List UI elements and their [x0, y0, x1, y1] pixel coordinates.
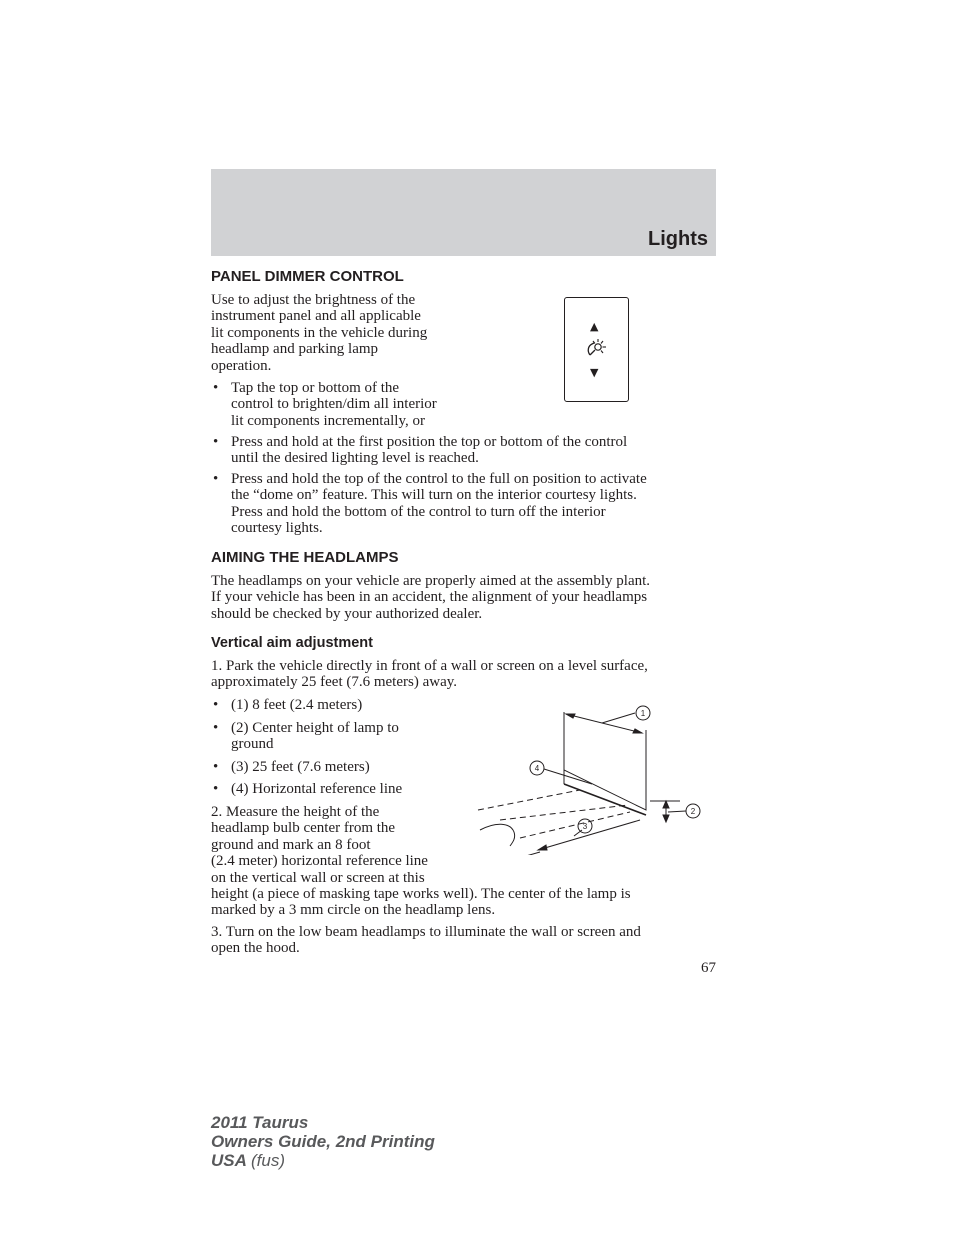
text-line: 2. Measure the height of the — [211, 804, 380, 820]
text-line: instrument panel and all applicable — [211, 308, 421, 325]
text-line: marked by a 3 mm circle on the headlamp lens. — [211, 902, 496, 919]
text-line: lit components in the vehicle during — [211, 324, 428, 341]
text-line: headlamp bulb center from the — [211, 820, 396, 837]
bullet-dot: • — [213, 781, 219, 797]
text-line: The headlamps on your vehicle are properly aimed at the assembly plant. — [211, 573, 651, 589]
headlamp-aim-diagram — [476, 700, 706, 855]
section-header-band — [211, 169, 716, 256]
footer-line: 2011 Taurus — [211, 1113, 309, 1132]
text-line: ground and mark an 8 foot — [211, 836, 371, 853]
text-line: courtesy lights. — [231, 520, 323, 537]
text-line: approximately 25 feet (7.6 meters) away. — [211, 674, 458, 691]
text-line: 3. Turn on the low beam headlamps to illuminate the wall or screen and — [211, 924, 641, 940]
text-line: (2) Center height of lamp to — [231, 720, 399, 736]
footer-region: USA — [211, 1151, 247, 1170]
aiming-heading: AIMING THE HEADLAMPS — [211, 549, 399, 566]
list-item-text — [231, 380, 437, 429]
text-line: the “dome on” feature. This will turn on the interior courtesy lights. — [231, 487, 637, 504]
text-line: 1. Park the vehicle directly in front of a wall or screen on a level surface, — [211, 658, 648, 674]
list-item-text — [231, 434, 627, 467]
list-item-text: (4) Horizontal reference line — [231, 781, 403, 797]
list-item-text: (3) 25 feet (7.6 meters) — [231, 759, 370, 775]
text-line: Press and hold the bottom of the control to turn off the interior — [231, 503, 606, 520]
list-item-text: (1) 8 feet (2.4 meters) — [231, 697, 363, 713]
arrow-down-icon: ▼ — [590, 366, 599, 379]
callout-3-label: 3 — [582, 822, 588, 831]
dimmer-light-icon — [586, 338, 608, 358]
text-line: until the desired lighting level is reached. — [231, 450, 479, 467]
bullet-dot: • — [213, 434, 219, 450]
step-3 — [211, 924, 721, 957]
bullet-dot: • — [213, 380, 219, 396]
text-line: lit components incrementally, or — [231, 412, 425, 429]
section-title: Lights — [648, 228, 708, 250]
footer-code: (fus) — [251, 1151, 285, 1170]
dimmer-control-illustration — [564, 297, 629, 402]
aiming-paragraph — [211, 573, 721, 622]
footer-line: Owners Guide, 2nd Printing — [211, 1132, 435, 1151]
callout-1-label: 1 — [640, 709, 646, 718]
bullet-dot: • — [213, 471, 219, 487]
callout-4-label: 4 — [534, 764, 540, 773]
arrow-up-icon: ▲ — [590, 320, 599, 333]
text-line: (2.4 meter) horizontal reference line — [211, 853, 428, 870]
text-line: ground — [231, 736, 274, 753]
text-line: on the vertical wall or screen at this — [211, 869, 425, 886]
text-line: operation. — [211, 357, 272, 374]
text-line: If your vehicle has been in an accident, the alignment of your headlamps — [211, 589, 648, 606]
document-footer — [211, 1113, 435, 1170]
text-line: Tap the top or bottom of the — [231, 380, 400, 396]
text-line: Press and hold the top of the control to the full on position to activate — [231, 471, 647, 487]
text-line: should be checked by your authorized dealer. — [211, 605, 483, 622]
text-line: height (a piece of masking tape works well). The center of the lamp is — [211, 886, 631, 903]
text-line: headlamp and parking lamp — [211, 341, 379, 358]
bullet-dot: • — [213, 697, 219, 713]
panel-dimmer-heading: PANEL DIMMER CONTROL — [211, 268, 404, 285]
bullet-dot: • — [213, 720, 219, 736]
list-item-text — [231, 471, 647, 537]
panel-dimmer-intro — [211, 292, 427, 374]
callout-2-label: 2 — [690, 807, 696, 816]
text-line: open the hood. — [211, 940, 300, 957]
step-1 — [211, 658, 721, 691]
text-line: control to brighten/dim all interior — [231, 396, 437, 413]
text-line: Press and hold at the first position the top or bottom of the control — [231, 434, 628, 450]
bullet-dot: • — [213, 759, 219, 775]
list-item-text — [231, 720, 399, 753]
vertical-aim-subheading: Vertical aim adjustment — [211, 635, 373, 651]
footer-line — [211, 1151, 435, 1170]
page-number: 67 — [701, 960, 716, 976]
text-line: Use to adjust the brightness of the — [211, 292, 416, 308]
